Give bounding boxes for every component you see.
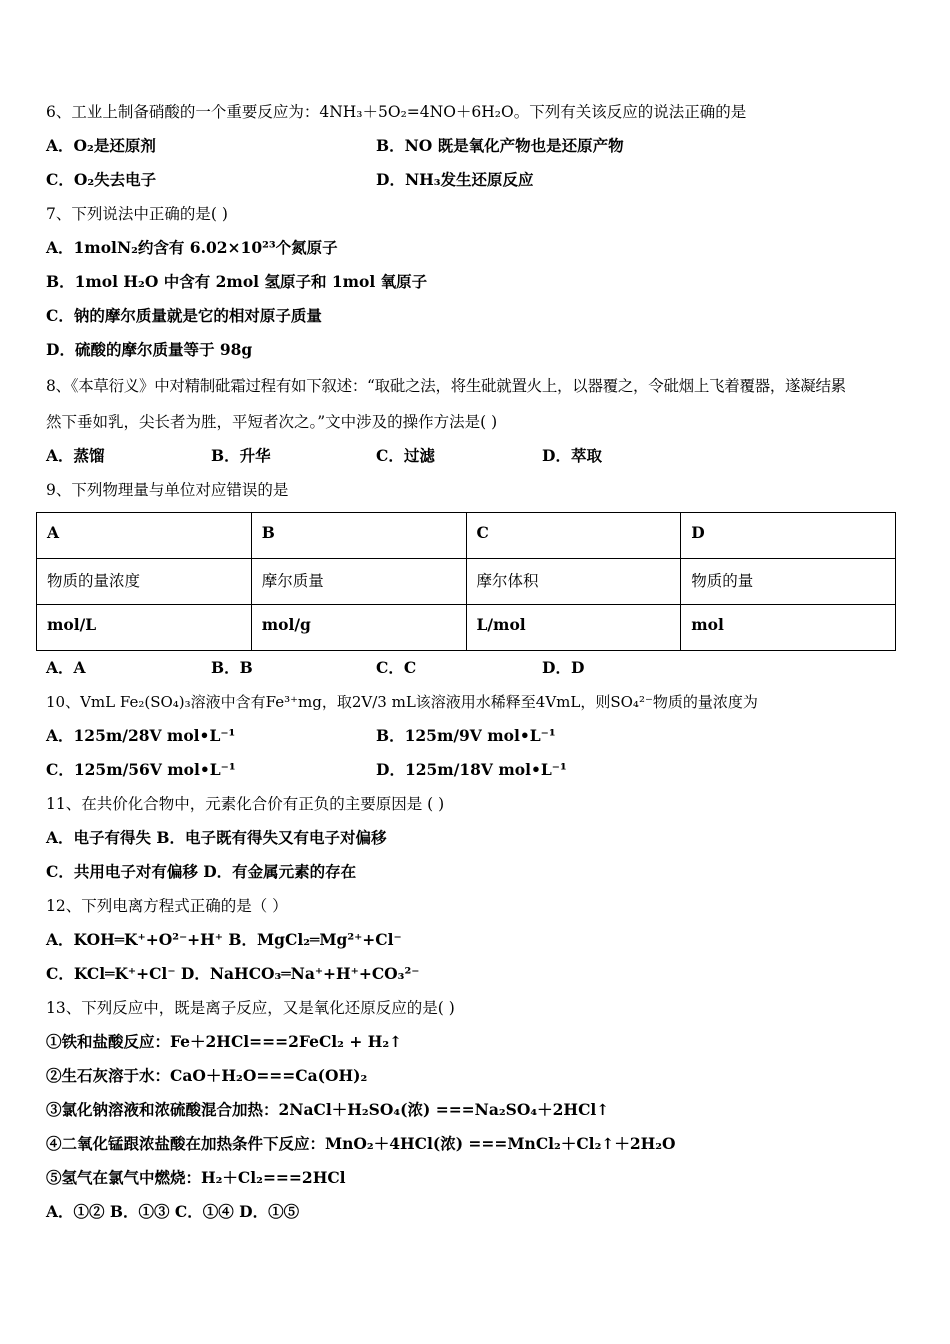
q13-item-2: ②生石灰溶于水：CaO＋H₂O===Ca(OH)₂: [46, 1066, 368, 1085]
q11-options-line2: C．共用电子对有偏移 D．有金属元素的存在: [46, 862, 357, 881]
q7-stem: 7、下列说法中正确的是( ): [46, 205, 228, 223]
table-cell: 摩尔体积: [466, 559, 681, 605]
q8-option-d: D．萃取: [542, 446, 602, 465]
q13-item-3: ③氯化钠溶液和浓硫酸混合加热：2NaCl＋H₂SO₄(浓) ===Na₂SO₄＋2HCl↑: [46, 1100, 610, 1119]
q13-item-1: ①铁和盐酸反应：Fe＋2HCl===2FeCl₂ + H₂↑: [46, 1032, 403, 1051]
table-row: [37, 513, 896, 559]
q13-stem: 13、下列反应中，既是离子反应，又是氧化还原反应的是( ): [46, 999, 455, 1017]
q10-stem: 10、VmL Fe₂(SO₄)₃溶液中含有Fe³⁺mg，取2V/3 mL该溶液用水稀释至4VmL，则SO₄²⁻物质的量浓度为: [46, 693, 758, 711]
table-cell: 摩尔质量: [251, 559, 466, 605]
table-cell: 物质的量: [681, 559, 896, 605]
q10-option-d: D．125m/18V mol•L⁻¹: [376, 760, 567, 779]
q13-item-4: ④二氧化锰跟浓盐酸在加热条件下反应：MnO₂＋4HCl(浓) ===MnCl₂＋Cl₂↑＋2H₂O: [46, 1134, 676, 1153]
table-cell: mol/g: [251, 605, 466, 651]
q13-item-5: ⑤氢气在氯气中燃烧：H₂＋Cl₂===2HCl: [46, 1168, 346, 1187]
q10-option-a: A．125m/28V mol•L⁻¹: [46, 726, 236, 745]
q7-option-b: B．1mol H₂O 中含有 2mol 氢原子和 1mol 氧原子: [46, 272, 428, 291]
table-cell: mol/L: [37, 605, 252, 651]
q11-stem: 11、在共价化合物中，元素化合价有正负的主要原因是 ( ): [46, 795, 445, 813]
q7-option-c: C．钠的摩尔质量就是它的相对原子质量: [46, 306, 322, 325]
q9-option-b: B．B: [211, 658, 253, 677]
table-header-c: C: [466, 513, 681, 559]
q8-stem-line1: 8、《本草衍义》中对精制砒霜过程有如下叙述：“取砒之法，将生砒就置火上，以器覆之，令砒烟上飞着覆器，遂凝结累: [46, 377, 846, 395]
table-header-a: A: [37, 513, 252, 559]
q9-option-d: D．D: [542, 658, 585, 677]
q6-stem: 6、工业上制备硝酸的一个重要反应为：4NH₃＋5O₂=4NO＋6H₂O。下列有关该反应的说法正确的是: [46, 103, 747, 121]
q8-option-c: C．过滤: [376, 446, 435, 465]
q9-option-a: A．A: [46, 658, 86, 677]
q6-option-b: B．NO 既是氧化产物也是还原产物: [376, 136, 624, 155]
q6-option-a: A．O₂是还原剂: [46, 136, 156, 155]
table-row: [37, 559, 896, 605]
table-cell: mol: [681, 605, 896, 651]
q12-options-line1: A．KOH═K⁺+O²⁻+H⁺ B．MgCl₂═Mg²⁺+Cl⁻: [46, 930, 402, 949]
q8-option-b: B．升华: [211, 446, 271, 465]
q10-option-c: C．125m/56V mol•L⁻¹: [46, 760, 236, 779]
q8-stem-line2: 然下垂如乳，尖长者为胜，平短者次之。”文中涉及的操作方法是( ): [46, 413, 498, 431]
table-cell: L/mol: [466, 605, 681, 651]
q7-option-a: A．1molN₂约含有 6.02×10²³个氮原子: [46, 238, 338, 257]
q9-option-c: C．C: [376, 658, 417, 677]
q9-stem: 9、下列物理量与单位对应错误的是: [46, 481, 289, 499]
q6-option-d: D．NH₃发生还原反应: [376, 170, 534, 189]
q12-options-line2: C．KCl═K⁺+Cl⁻ D．NaHCO₃═Na⁺+H⁺+CO₃²⁻: [46, 964, 420, 983]
q11-options-line1: A．电子有得失 B．电子既有得失又有电子对偏移: [46, 828, 387, 847]
q10-option-b: B．125m/9V mol•L⁻¹: [376, 726, 556, 745]
q8-option-a: A．蒸馏: [46, 446, 105, 465]
q13-options: A．①② B．①③ C．①④ D．①⑤: [46, 1202, 300, 1221]
table-header-d: D: [681, 513, 896, 559]
q12-stem: 12、下列电离方程式正确的是（ ）: [46, 897, 288, 915]
q6-option-c: C．O₂失去电子: [46, 170, 157, 189]
table-header-b: B: [251, 513, 466, 559]
table-row: [37, 605, 896, 651]
q9-table: [36, 512, 896, 651]
q7-option-d: D．硫酸的摩尔质量等于 98g: [46, 340, 253, 359]
table-cell: 物质的量浓度: [37, 559, 252, 605]
